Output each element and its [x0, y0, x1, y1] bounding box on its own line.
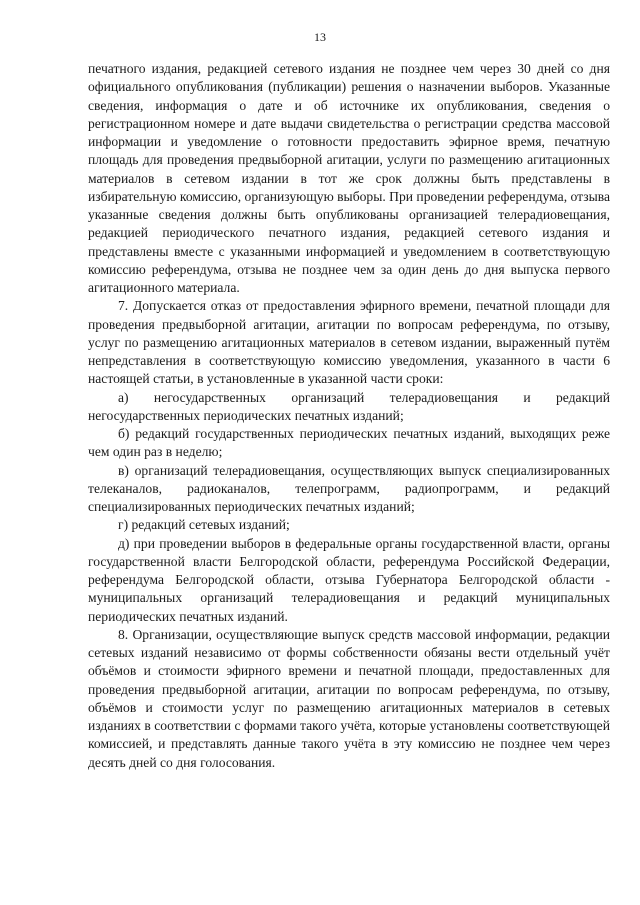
paragraph-continuation: печатного издания, редакцией сетевого издания не позднее чем через 30 дней со дня официального опубликования (публикации) решения о назначении выборов. Указанные сведения, информация о дате и об источнике их опубликования, сведения о регистрационном номере и дате выдачи свидетельства о регистрации средства массовой информации и уведомление о готовности предоставить эфирное время, печатную площадь для проведения предвыборной агитации, услуги по размещению агитационных материалов в сетевом издании в тот же срок должны быть представлены в избирательную комиссию, организующую выборы. При проведении референдума, отзыва указанные сведения должны быть опубликованы организацией телерадиовещания, редакцией периодического печатного издания, редакцией сетевого издания и представлены вместе с указанными информацией и уведомлением в соответствующую комиссию референдума, отзыва не позднее чем за один день до дня выпуска первого агитационного материала. — [88, 61, 610, 295]
list-item-b: б) редакций государственных периодических печатных изданий, выходящих реже чем один раз в неделю; — [88, 426, 610, 460]
list-item-g: г) редакций сетевых изданий; — [118, 517, 290, 533]
page-number: 13 — [314, 30, 326, 44]
list-item-a: а) негосударственных организаций телерадиовещания и редакций негосударственных периодических печатных изданий; — [88, 389, 610, 423]
document-body — [88, 60, 610, 772]
list-item-v: в) организаций телерадиовещания, осуществляющих выпуск специализированных телеканалов, радиоканалов, телепрограмм, радиопрограмм, и редакций специализированных периодических печатных изданий; — [88, 462, 610, 514]
paragraph-7: 7. Допускается отказ от предоставления эфирного времени, печатной площади для проведения предвыборной агитации, агитации по вопросам референдума, по отзыву, услуг по размещению агитационных материалов в сетевом издании, выраженный путём непредставления в соответствующую комиссию уведомления, указанного в части 6 настоящей статьи, в установленные в указанной части сроки: — [88, 298, 610, 387]
paragraph-8: 8. Организации, осуществляющие выпуск средств массовой информации, редакции сетевых изданий независимо от формы собственности обязаны вести отдельный учёт объёмов и стоимости эфирного времени и печатной площади, предоставленных для проведения предвыборной агитации, агитации по вопросам референдума, по отзыву, объёмов и стоимости услуг по размещению агитационных материалов в сетевых изданиях в соответствии с формами такого учёта, которые установлены соответствующей комиссией, и представлять данные такого учёта в эту комиссию не позднее чем через десять дней со дня голосования. — [88, 626, 610, 770]
list-item-d: д) при проведении выборов в федеральные органы государственной власти, органы государственной власти Белгородской области, референдума Российской Федерации, референдума Белгородской области, отзыва Губернатора Белгородской области - муниципальных организаций телерадиовещания и редакций муниципальных периодических печатных изданий. — [88, 535, 610, 624]
